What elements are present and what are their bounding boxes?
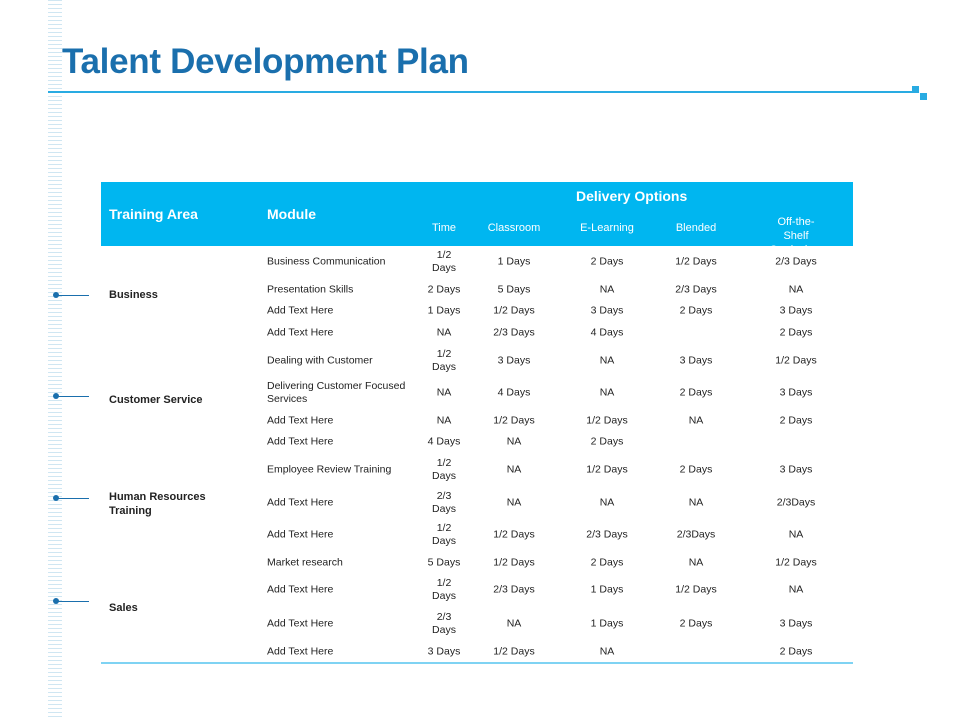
time-cell: NA xyxy=(436,386,452,399)
time-cell: 1 Days xyxy=(427,304,461,317)
classroom-cell: NA xyxy=(506,496,522,509)
connector-dot xyxy=(53,393,59,399)
blended-cell: NA xyxy=(688,496,704,509)
elearning-cell: NA xyxy=(599,645,615,658)
time-cell: 1/2 Days xyxy=(432,522,456,547)
classroom-cell: 4 Days xyxy=(497,386,531,399)
time-cell: 2/3 Days xyxy=(432,490,456,515)
elearning-cell: 2 Days xyxy=(590,556,624,569)
classroom-cell: NA xyxy=(506,617,522,630)
header-module: Module xyxy=(267,206,316,222)
module-cell: Market research xyxy=(267,556,343,569)
decorative-strip xyxy=(48,0,62,720)
header-delivery-options: Delivery Options xyxy=(576,188,688,204)
classroom-cell: 1/2 Days xyxy=(493,528,535,541)
classroom-cell: 3 Days xyxy=(497,354,531,367)
blended-cell: 2 Days xyxy=(679,386,713,399)
blended-cell: 2 Days xyxy=(679,304,713,317)
blended-cell: 3 Days xyxy=(679,354,713,367)
decorative-square xyxy=(920,93,927,100)
blended-cell: 2 Days xyxy=(679,617,713,630)
table-header xyxy=(101,182,853,256)
module-cell: Add Text Here xyxy=(267,528,334,541)
off-the-shelf-cell: 2 Days xyxy=(779,414,813,427)
off-the-shelf-cell: 1/2 Days xyxy=(775,354,817,367)
area-customer-service: Customer Service xyxy=(109,394,203,406)
connector-dot xyxy=(53,292,59,298)
off-the-shelf-cell: 3 Days xyxy=(779,463,813,476)
off-the-shelf-cell: NA xyxy=(788,528,804,541)
time-cell: 1/2 Days xyxy=(432,249,456,274)
elearning-cell: 1/2 Days xyxy=(586,463,628,476)
elearning-cell: NA xyxy=(599,386,615,399)
connector-line xyxy=(55,498,89,499)
classroom-cell: 1/2 Days xyxy=(493,556,535,569)
blended-cell: 2/3 Days xyxy=(675,283,717,296)
module-cell: Add Text Here xyxy=(267,583,334,596)
time-cell: 2/3 Days xyxy=(432,611,456,636)
elearning-cell: 1 Days xyxy=(590,583,624,596)
title-divider xyxy=(48,91,916,93)
module-cell: Delivering Customer Focused Services xyxy=(267,380,406,405)
elearning-cell: 2 Days xyxy=(590,255,624,268)
elearning-cell: NA xyxy=(599,496,615,509)
connector-line xyxy=(55,601,89,602)
header-blended: Blended xyxy=(675,222,717,234)
classroom-cell: 2/3 Days xyxy=(493,326,535,339)
off-the-shelf-cell: 2 Days xyxy=(779,645,813,658)
elearning-cell: 4 Days xyxy=(590,326,624,339)
off-the-shelf-cell: 2/3 Days xyxy=(775,255,817,268)
connector-dot xyxy=(53,495,59,501)
time-cell: 1/2 Days xyxy=(432,577,456,602)
classroom-cell: NA xyxy=(506,463,522,476)
connector-dot xyxy=(53,598,59,604)
header-off-the-shelf-line1: Off-the-Shelf xyxy=(777,216,815,242)
classroom-cell: 1/2 Days xyxy=(493,645,535,658)
area-hr-line1: Human Resources xyxy=(109,491,206,503)
off-the-shelf-cell: 3 Days xyxy=(779,386,813,399)
off-the-shelf-cell: 3 Days xyxy=(779,304,813,317)
header-time: Time xyxy=(431,222,457,234)
module-cell: Add Text Here xyxy=(267,645,334,658)
classroom-cell: 5 Days xyxy=(497,283,531,296)
decorative-square xyxy=(912,86,919,93)
time-cell: NA xyxy=(436,326,452,339)
classroom-cell: 1/2 Days xyxy=(493,304,535,317)
off-the-shelf-cell: 2 Days xyxy=(779,326,813,339)
area-business: Business xyxy=(109,289,158,301)
module-cell: Add Text Here xyxy=(267,435,334,448)
module-cell: Add Text Here xyxy=(267,617,334,630)
time-cell: 2 Days xyxy=(427,283,461,296)
elearning-cell: 3 Days xyxy=(590,304,624,317)
off-the-shelf-cell: 2/3Days xyxy=(776,496,816,509)
module-cell: Add Text Here xyxy=(267,414,334,427)
classroom-cell: NA xyxy=(506,435,522,448)
time-cell: 4 Days xyxy=(427,435,461,448)
time-cell: 3 Days xyxy=(427,645,461,658)
classroom-cell: 1 Days xyxy=(497,255,531,268)
module-cell: Business Communication xyxy=(267,255,386,268)
area-hr-line2: Training xyxy=(109,505,152,517)
connector-line xyxy=(55,295,89,296)
header-off-the-shelf xyxy=(768,215,825,257)
time-cell: 5 Days xyxy=(427,556,461,569)
elearning-cell: 2/3 Days xyxy=(586,528,628,541)
blended-cell: 2 Days xyxy=(679,463,713,476)
elearning-cell: NA xyxy=(599,354,615,367)
blended-cell: NA xyxy=(688,556,704,569)
blended-cell: 1/2 Days xyxy=(675,583,717,596)
header-elearning: E-Learning xyxy=(580,222,634,234)
connector-line xyxy=(55,396,89,397)
time-cell: 1/2 Days xyxy=(432,457,456,482)
header-off-the-shelf-line2: Curriculum xyxy=(769,244,823,256)
page-title: Talent Development Plan xyxy=(62,42,469,81)
module-cell: Employee Review Training xyxy=(267,463,392,476)
table-bottom-rule xyxy=(101,662,853,664)
off-the-shelf-cell: NA xyxy=(788,583,804,596)
module-cell: Dealing with Customer xyxy=(267,354,373,367)
header-training-area: Training Area xyxy=(109,206,198,222)
module-cell: Add Text Here xyxy=(267,496,334,509)
off-the-shelf-cell: 1/2 Days xyxy=(775,556,817,569)
module-cell: Add Text Here xyxy=(267,304,334,317)
header-classroom: Classroom xyxy=(487,222,541,234)
off-the-shelf-cell: 3 Days xyxy=(779,617,813,630)
module-cell: Add Text Here xyxy=(267,326,334,339)
blended-cell: 2/3Days xyxy=(676,528,716,541)
elearning-cell: 2 Days xyxy=(590,435,624,448)
area-sales: Sales xyxy=(109,602,138,614)
elearning-cell: 1/2 Days xyxy=(586,414,628,427)
area-human-resources-training xyxy=(109,490,206,518)
classroom-cell: 2/3 Days xyxy=(493,583,535,596)
elearning-cell: 1 Days xyxy=(590,617,624,630)
elearning-cell: NA xyxy=(599,283,615,296)
time-cell: NA xyxy=(436,414,452,427)
time-cell: 1/2 Days xyxy=(432,348,456,373)
blended-cell: 1/2 Days xyxy=(675,255,717,268)
off-the-shelf-cell: NA xyxy=(788,283,804,296)
module-cell: Presentation Skills xyxy=(267,283,354,296)
classroom-cell: 1/2 Days xyxy=(493,414,535,427)
blended-cell: NA xyxy=(688,414,704,427)
